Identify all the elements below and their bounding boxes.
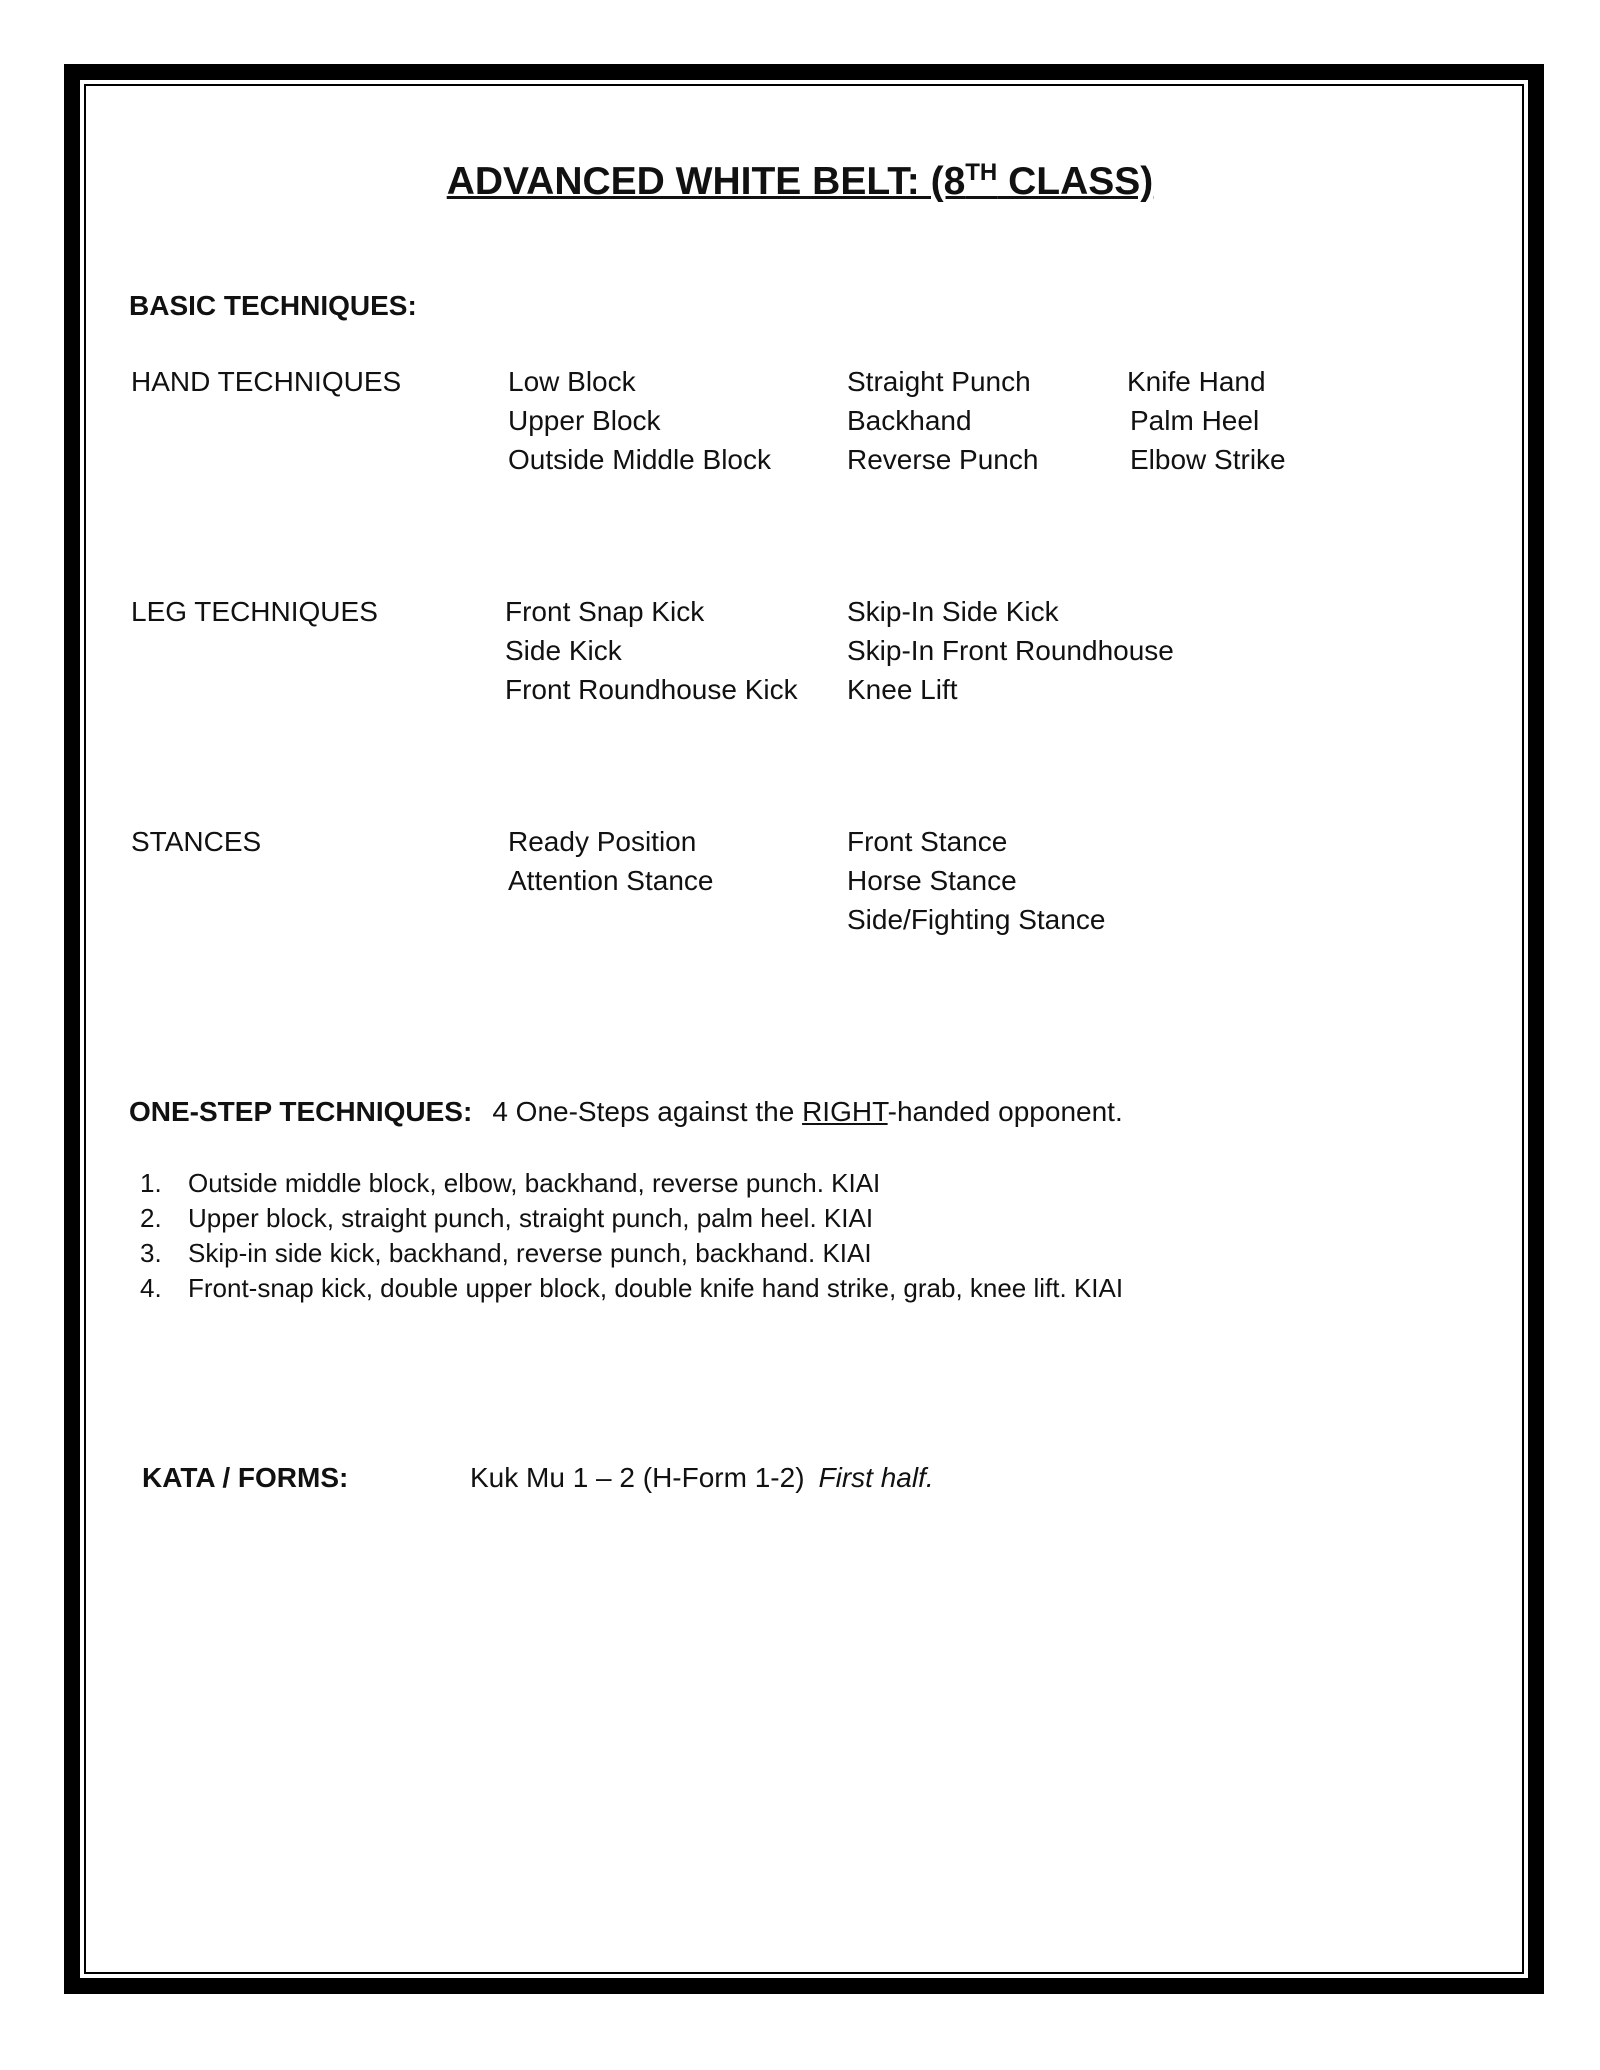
leg-col2-item: Skip-In Side Kick xyxy=(847,596,1059,627)
stances-col2-item: Front Stance xyxy=(847,826,1008,857)
hand-col3-item: Palm Heel xyxy=(1130,405,1260,436)
title-text: ADVANCED WHITE BELT: (8 xyxy=(446,160,966,203)
one-step-item-number: 4. xyxy=(140,1273,162,1303)
hand-col1-item: Low Block xyxy=(508,366,636,397)
hand-col3-item: Knife Hand xyxy=(1127,366,1266,397)
hand-col1-item: Outside Middle Block xyxy=(508,444,772,475)
leg-col1-item: Side Kick xyxy=(505,635,622,666)
hand-col1-item: Upper Block xyxy=(508,405,661,436)
leg-col2-item: Knee Lift xyxy=(847,674,958,705)
basic-techniques-heading: BASIC TECHNIQUES: xyxy=(129,290,417,321)
leg-techniques-label: LEG TECHNIQUES xyxy=(131,596,378,627)
one-step-item-number: 3. xyxy=(140,1238,162,1268)
one-step-item-text: Upper block, straight punch, straight punch, palm heel. KIAI xyxy=(188,1203,874,1233)
kata-forms-label: KATA / FORMS: xyxy=(142,1462,349,1493)
one-step-item-text: Skip-in side kick, backhand, reverse punch, backhand. KIAI xyxy=(188,1238,872,1268)
one-step-desc-emphasis: RIGHT xyxy=(802,1096,888,1127)
one-step-item-number: 1. xyxy=(140,1168,162,1198)
stances-label: STANCES xyxy=(131,826,262,857)
hand-col3-item: Elbow Strike xyxy=(1130,444,1286,475)
kata-forms-value: Kuk Mu 1 – 2 (H-Form 1-2) xyxy=(470,1462,805,1493)
kata-forms-line xyxy=(470,1464,934,1492)
title-text-end: CLASS) xyxy=(997,160,1154,203)
stances-col1-item: Attention Stance xyxy=(508,865,714,896)
one-step-heading: ONE-STEP TECHNIQUES: xyxy=(129,1096,473,1127)
stances-col2-item: Horse Stance xyxy=(847,865,1017,896)
leg-col1-item: Front Snap Kick xyxy=(505,596,705,627)
one-step-item-text: Front-snap kick, double upper block, double knife hand strike, grab, knee lift. KIAI xyxy=(188,1273,1124,1303)
stances-col2-item: Side/Fighting Stance xyxy=(847,904,1106,935)
hand-col2-item: Backhand xyxy=(847,405,972,436)
page-title xyxy=(0,160,1600,204)
hand-col2-item: Reverse Punch xyxy=(847,444,1039,475)
leg-col1-item: Front Roundhouse Kick xyxy=(505,674,798,705)
hand-col2-item: Straight Punch xyxy=(847,366,1031,397)
one-step-item-text: Outside middle block, elbow, backhand, reverse punch. KIAI xyxy=(188,1168,881,1198)
one-step-desc: 4 One-Steps against the xyxy=(492,1096,803,1127)
hand-techniques-label: HAND TECHNIQUES xyxy=(131,366,402,397)
title-superscript: TH xyxy=(965,159,998,186)
stances-col1-item: Ready Position xyxy=(508,826,697,857)
leg-col2-item: Skip-In Front Roundhouse xyxy=(847,635,1174,666)
one-step-line xyxy=(129,1098,1123,1126)
one-step-desc-end: -handed opponent. xyxy=(887,1096,1123,1127)
one-step-item-number: 2. xyxy=(140,1203,162,1233)
kata-forms-note: First half. xyxy=(818,1462,934,1493)
